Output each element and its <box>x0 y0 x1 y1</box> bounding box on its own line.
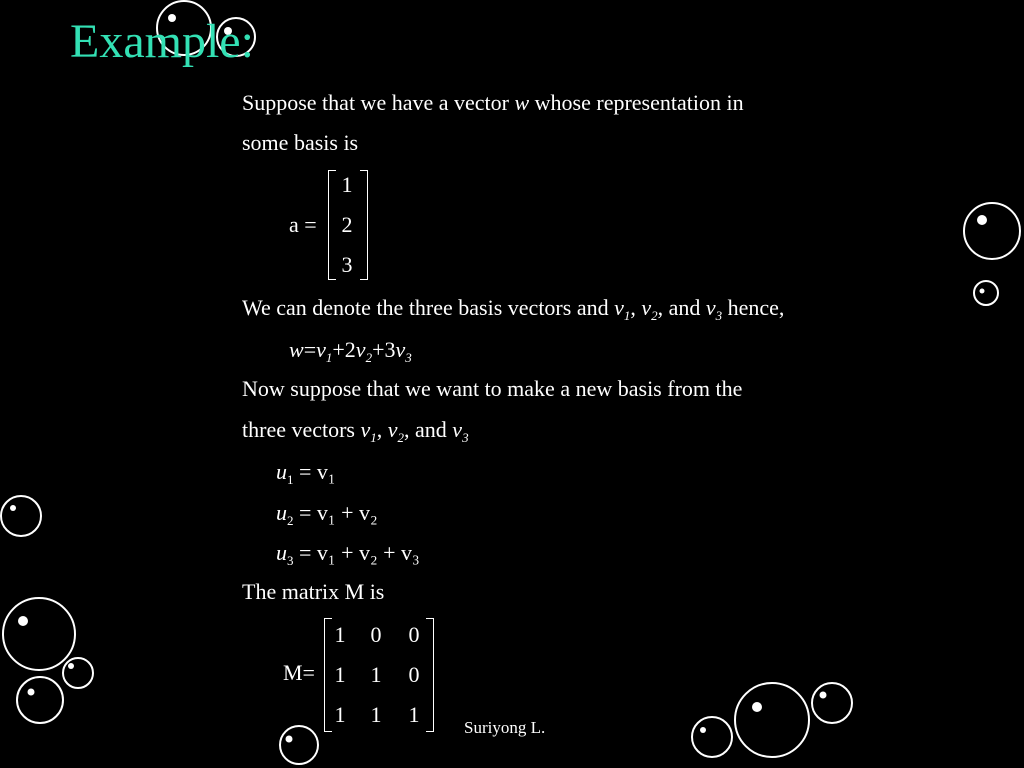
vector-w: w <box>514 90 530 115</box>
matrix-M-entry: 1 <box>370 702 382 727</box>
matrix-M-entry: 1 <box>334 702 346 727</box>
slide-title: Example: <box>70 15 254 68</box>
v-symbol: v <box>452 417 463 442</box>
v-symbol: v <box>395 337 406 362</box>
v-symbol: v <box>614 295 624 320</box>
u-subscript: 2 <box>287 513 294 528</box>
para1-line1 <box>242 92 744 114</box>
para1-line2: some basis is <box>242 130 359 155</box>
u-subscript: 3 <box>287 553 294 568</box>
v-subscript: 1 <box>623 308 631 323</box>
para3-line2 <box>242 417 469 445</box>
matrix-M-entry: 1 <box>370 662 382 687</box>
u1-rhs: = v₁ <box>299 459 336 484</box>
u3-equation <box>276 540 420 568</box>
v-subscript: 3 <box>462 430 469 445</box>
u-symbol: u <box>276 459 287 484</box>
v-symbol: v <box>360 417 371 442</box>
para2-line <box>242 295 785 323</box>
u-subscript: 1 <box>287 472 294 487</box>
vector-a-entry: 3 <box>341 252 353 277</box>
para1-text-b: whose representation in <box>529 90 744 115</box>
equals: = <box>303 337 317 362</box>
footer-author: Suriyong L. <box>464 718 546 737</box>
v-symbol: v <box>316 337 326 362</box>
coef-3: +3 <box>372 337 396 362</box>
v-subscript: 2 <box>365 350 373 365</box>
vector-a-entry: 1 <box>341 172 353 197</box>
v-subscript: 2 <box>397 430 405 445</box>
matrix-M-entry: 0 <box>408 622 420 647</box>
vector-a-entry: 2 <box>341 212 353 237</box>
v-symbol: v <box>387 417 398 442</box>
v-subscript: 2 <box>651 308 658 323</box>
separator: , <box>630 295 642 320</box>
para1-text-a: Suppose that we have a vector <box>242 90 515 115</box>
matrix-M-entry: 1 <box>334 622 346 647</box>
matrix-M-entry: 1 <box>408 702 420 727</box>
u2-equation <box>276 500 378 528</box>
w-symbol: w <box>289 337 304 362</box>
para2-end: hence, <box>722 295 785 320</box>
vector-a <box>328 170 368 280</box>
v-subscript: 3 <box>405 350 412 365</box>
v-symbol: v <box>705 295 716 320</box>
v-subscript: 3 <box>715 308 723 323</box>
matrix-M-entry: 0 <box>370 622 382 647</box>
separator: , and <box>404 417 453 442</box>
para2-text: We can denote the three basis vectors and <box>242 295 615 320</box>
v-symbol: v <box>641 295 652 320</box>
m-label: M= <box>283 660 315 685</box>
coef-2: +2 <box>332 337 356 362</box>
separator: , <box>376 417 388 442</box>
v-subscript: 1 <box>325 350 333 365</box>
u2-rhs: = v₁ + v₂ <box>299 500 378 525</box>
u-symbol: u <box>276 500 287 525</box>
matrix-M <box>324 618 434 732</box>
a-label: a = <box>289 212 317 237</box>
separator: , and <box>657 295 706 320</box>
matrix-M-entry: 1 <box>334 662 346 687</box>
w-equation <box>289 337 412 365</box>
matrix-M-entry: 0 <box>408 662 420 687</box>
para3-line1: Now suppose that we want to make a new basis from the <box>242 376 743 401</box>
u3-rhs: = v₁ + v₂ + v₃ <box>299 540 420 565</box>
para4-line: The matrix M is <box>242 579 385 604</box>
u1-equation <box>276 459 336 487</box>
para3-text: three vectors <box>242 417 361 442</box>
v-subscript: 1 <box>370 430 377 445</box>
u-symbol: u <box>276 540 287 565</box>
v-symbol: v <box>355 337 366 362</box>
